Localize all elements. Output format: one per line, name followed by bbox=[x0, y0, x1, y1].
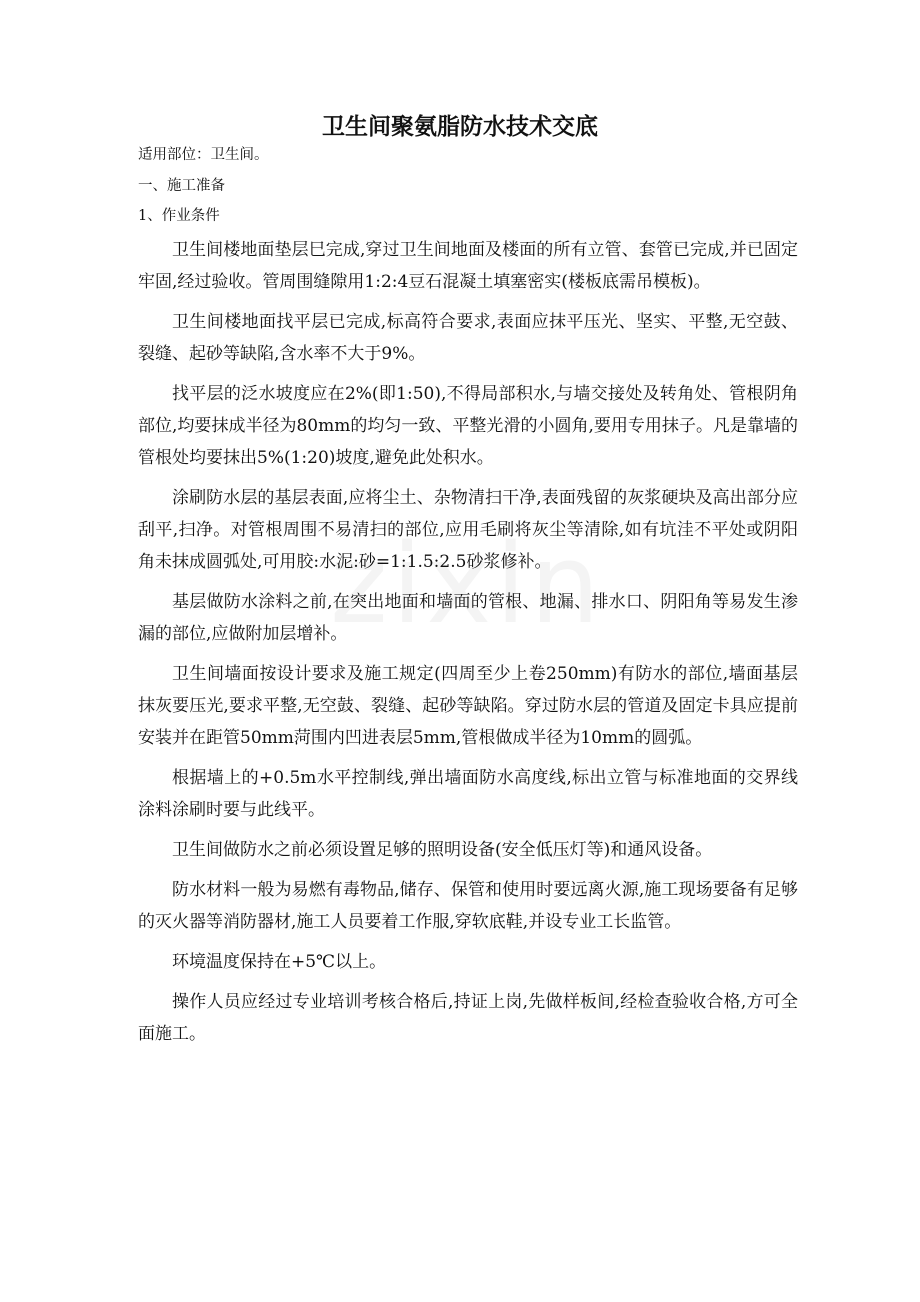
paragraph: 卫生间楼地面找平层已完成,标高符合要求,表面应抹平压光、坚实、平整,无空鼓、裂缝、起砂等缺陷,含水率不大于9%。 bbox=[138, 312, 798, 364]
paragraph: 找平层的泛水坡度应在2%(即1:50),不得局部积水,与墙交接处及转角处、管根阴角部位,均要抹成半径为80mm的均匀一致、平整光滑的小圆角,要用专用抹子。凡是靠墙的管根处均要抹出5%(1:20)坡度,避免此处积水。 bbox=[138, 384, 798, 468]
paragraph: 操作人员应经过专业培训考核合格后,持证上岗,先做样板间,经检查验收合格,方可全面施工。 bbox=[138, 992, 798, 1044]
paragraph: 涂刷防水层的基层表面,应将尘土、杂物清扫干净,表面残留的灰浆硬块及高出部分应刮平,扫净。对管根周围不易清扫的部位,应用毛刷将灰尘等清除,如有坑洼不平处或阴阳角未抹成圆弧处,可用胶:水泥:砂=1:1.5:2.5砂浆修补。 bbox=[138, 488, 798, 572]
paragraph: 防水材料一般为易燃有毒物品,储存、保管和使用时要远离火源,施工现场要备有足够的灭火器等消防器材,施工人员要着工作服,穿软底鞋,并设专业工长监管。 bbox=[138, 880, 798, 932]
paragraph: 卫生间墙面按设计要求及施工规定(四周至少上卷250mm)有防水的部位,墙面基层抹灰要压光,要求平整,无空鼓、裂缝、起砂等缺陷。穿过防水层的管道及固定卡具应提前安装并在距管50mm菏围内凹进表层5mm,管根做成半径为10mm的圆弧。 bbox=[138, 664, 798, 748]
section-heading: 一、施工准备 bbox=[138, 178, 225, 194]
document-title: 卫生间聚氨脂防水技术交底 bbox=[322, 114, 598, 140]
paragraph: 卫生间楼地面垫层巳完成,穿过卫生间地面及楼面的所有立管、套管已完成,并已固定牢固,经过验收。管周围缝隙用1:2:4豆石混凝土填塞密实(楼板底需吊模板)。 bbox=[138, 240, 798, 292]
paragraph: 环境温度保持在+5℃以上。 bbox=[172, 952, 387, 972]
paragraph: 基层做防水涂料之前,在突出地面和墙面的管根、地漏、排水口、阴阳角等易发生渗漏的部位,应做附加层增补。 bbox=[138, 592, 798, 644]
subsection-heading: 1、作业条件 bbox=[138, 208, 220, 224]
paragraph: 卫生间做防水之前必须设置足够的照明设备(安全低压灯等)和通风设备。 bbox=[172, 840, 713, 860]
scope-line: 适用部位：卫生间。 bbox=[138, 147, 269, 163]
paragraph: 根据墙上的+0.5m水平控制线,弹出墙面防水高度线,标出立管与标准地面的交界线涂料涂刷时要与此线平。 bbox=[138, 768, 798, 820]
document-body bbox=[138, 234, 798, 1058]
